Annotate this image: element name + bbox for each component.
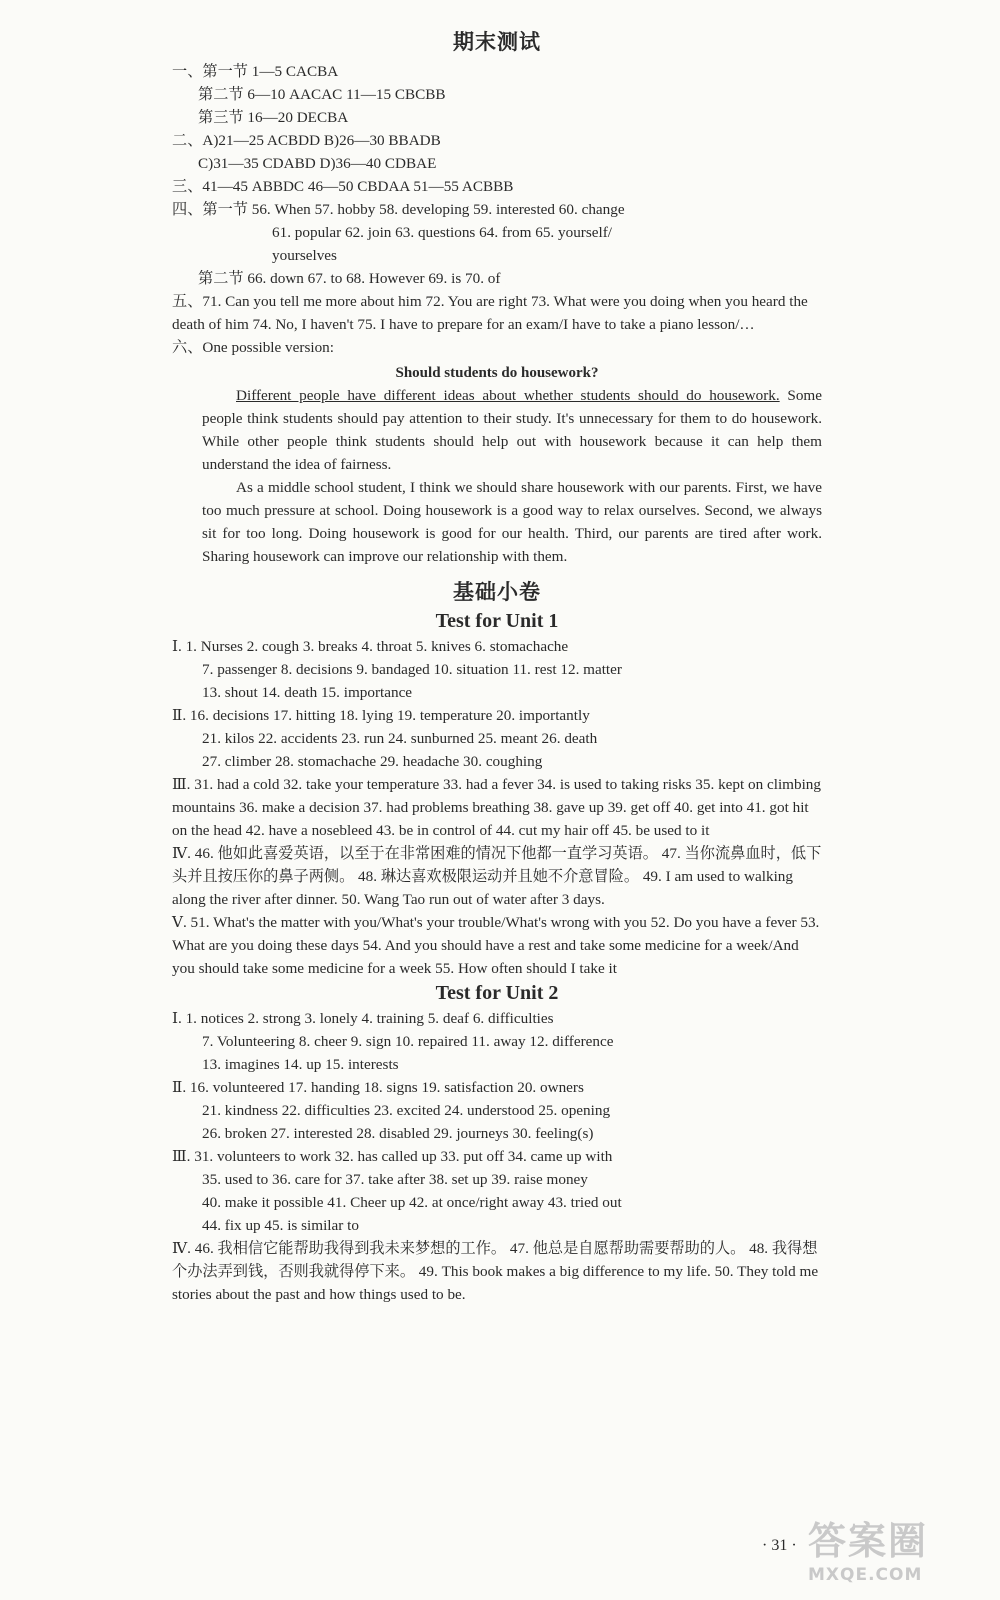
section-title-final-test: 期末测试 xyxy=(453,30,541,54)
answer-line: 27. climber 28. stomachache 29. headache 30. coughing xyxy=(202,753,543,770)
answer-line: Ⅰ. 1. Nurses 2. cough 3. breaks 4. throat 5. knives 6. stomachache xyxy=(172,638,569,655)
answer-paragraph: Ⅳ. 46. 我相信它能帮助我得到我未来梦想的工作。 47. 他总是自愿帮助需要帮助的人。 48. 我得想个办法弄到钱，否则我就得停下来。 49. This book makes a big difference to my life. 50. They told me stories about the past and how things used to be. xyxy=(172,1240,819,1303)
answer-line: 21. kindness 22. difficulties 23. excited 24. understood 25. opening xyxy=(202,1102,611,1119)
answer-paragraph: 五、71. Can you tell me more about him 72. You are right 73. What were you doing when you heard the death of him 74. No, I haven't 75. I have to prepare for an exam/I have to take a piano lesson/… xyxy=(172,293,808,333)
answer-line: 一、第一节 1—5 CACBA xyxy=(172,63,339,80)
unit-title: Test for Unit 2 xyxy=(435,982,559,1004)
answer-paragraph: Ⅴ. 51. What's the matter with you/What's your trouble/What's wrong with you 52. Do you have a fever 53. What are you doing these days 54. And you should have a rest and take some medicine for a week/And you should take some medicine for a week 55. How often should I take it xyxy=(172,914,820,977)
answer-line: 26. broken 27. interested 28. disabled 29. journeys 30. feeling(s) xyxy=(202,1125,594,1142)
answer-line: 第二节 6—10 AACAC 11—15 CBCBB xyxy=(198,86,446,103)
unit-title: Test for Unit 1 xyxy=(435,610,559,632)
answer-line: 61. popular 62. join 63. questions 64. from 65. yourself/ xyxy=(272,224,612,241)
answer-line: 六、One possible version: xyxy=(172,339,334,356)
answer-line: 40. make it possible 41. Cheer up 42. at once/right away 43. tried out xyxy=(202,1194,622,1211)
answer-line: 三、41—45 ABBDC 46—50 CBDAA 51—55 ACBBB xyxy=(172,178,514,195)
answer-line: 44. fix up 45. is similar to xyxy=(202,1217,359,1234)
watermark-url: MXQE.COM xyxy=(808,1565,923,1585)
essay-paragraph-text: Some people think students should pay attention to their study. It's unnecessary for them to do housework. While other people think students should help out with housework because it can help them understand the idea of fairness. xyxy=(202,387,822,473)
answer-line: Ⅱ. 16. volunteered 17. handing 18. signs 19. satisfaction 20. owners xyxy=(172,1079,584,1096)
answer-line: 35. used to 36. care for 37. take after 38. set up 39. raise money xyxy=(202,1171,588,1188)
answer-paragraph: Ⅲ. 31. had a cold 32. take your temperature 33. had a fever 34. is used to taking risks 35. kept on climbing mountains 36. make a decision 37. had problems breathing 38. gave up 39. get off 40. get into 41. got hit on the head 42. have a nosebleed 43. be in control of 44. cut my hair off 45. be used to it xyxy=(172,776,821,839)
answer-line: 7. Volunteering 8. cheer 9. sign 10. repaired 11. away 12. difference xyxy=(202,1033,614,1050)
answer-line: Ⅰ. 1. notices 2. strong 3. lonely 4. training 5. deaf 6. difficulties xyxy=(172,1010,554,1027)
essay-paragraph: As a middle school student, I think we should share housework with our parents. First, we have too much pressure at school. Doing housework is a good way to relax ourselves. Second, we always sit for too long. Doing housework is good for our health. Third, our parents are tired after work. Sharing housework can improve our relationship with them. xyxy=(202,479,822,565)
essay-paragraph xyxy=(172,384,822,476)
answer-line: 四、第一节 56. When 57. hobby 58. developing 59. interested 60. change xyxy=(172,201,625,218)
essay-title: Should students do housework? xyxy=(395,365,599,381)
answer-line: yourselves xyxy=(272,247,337,264)
answer-line: 13. imagines 14. up 15. interests xyxy=(202,1056,399,1073)
page-content xyxy=(172,26,822,1306)
answer-paragraph: Ⅳ. 46. 他如此喜爱英语，以至于在非常困难的情况下他都一直学习英语。 47. 当你流鼻血时，低下头并且按压你的鼻子两侧。 48. 琳达喜欢极限运动并且她不介意冒险。 49. I am used to walking along the river after dinner. 50. Wang Tao run out of water after 3 days. xyxy=(172,845,822,908)
section-title-basic: 基础小卷 xyxy=(453,580,541,604)
answer-line: C)31—35 CDABD D)36—40 CDBAE xyxy=(198,155,437,172)
answer-line: 21. kilos 22. accidents 23. run 24. sunburned 25. meant 26. death xyxy=(202,730,598,747)
answer-line: 第三节 16—20 DECBA xyxy=(198,109,349,126)
answer-line: 第二节 66. down 67. to 68. However 69. is 70. of xyxy=(198,270,501,287)
answer-line: 二、A)21—25 ACBDD B)26—30 BBADB xyxy=(172,132,441,149)
answer-line: 7. passenger 8. decisions 9. bandaged 10. situation 11. rest 12. matter xyxy=(202,661,622,678)
page-number: · 31 · xyxy=(762,1537,797,1554)
essay-topic-sentence: Different people have different ideas about whether students should do housework. xyxy=(236,387,780,404)
watermark xyxy=(808,1510,968,1590)
answer-line: Ⅲ. 31. volunteers to work 32. has called up 33. put off 34. came up with xyxy=(172,1148,613,1165)
watermark-text: 答案圈 xyxy=(808,1519,929,1563)
answer-line: Ⅱ. 16. decisions 17. hitting 18. lying 19. temperature 20. importantly xyxy=(172,707,590,724)
answer-line: 13. shout 14. death 15. importance xyxy=(202,684,413,701)
